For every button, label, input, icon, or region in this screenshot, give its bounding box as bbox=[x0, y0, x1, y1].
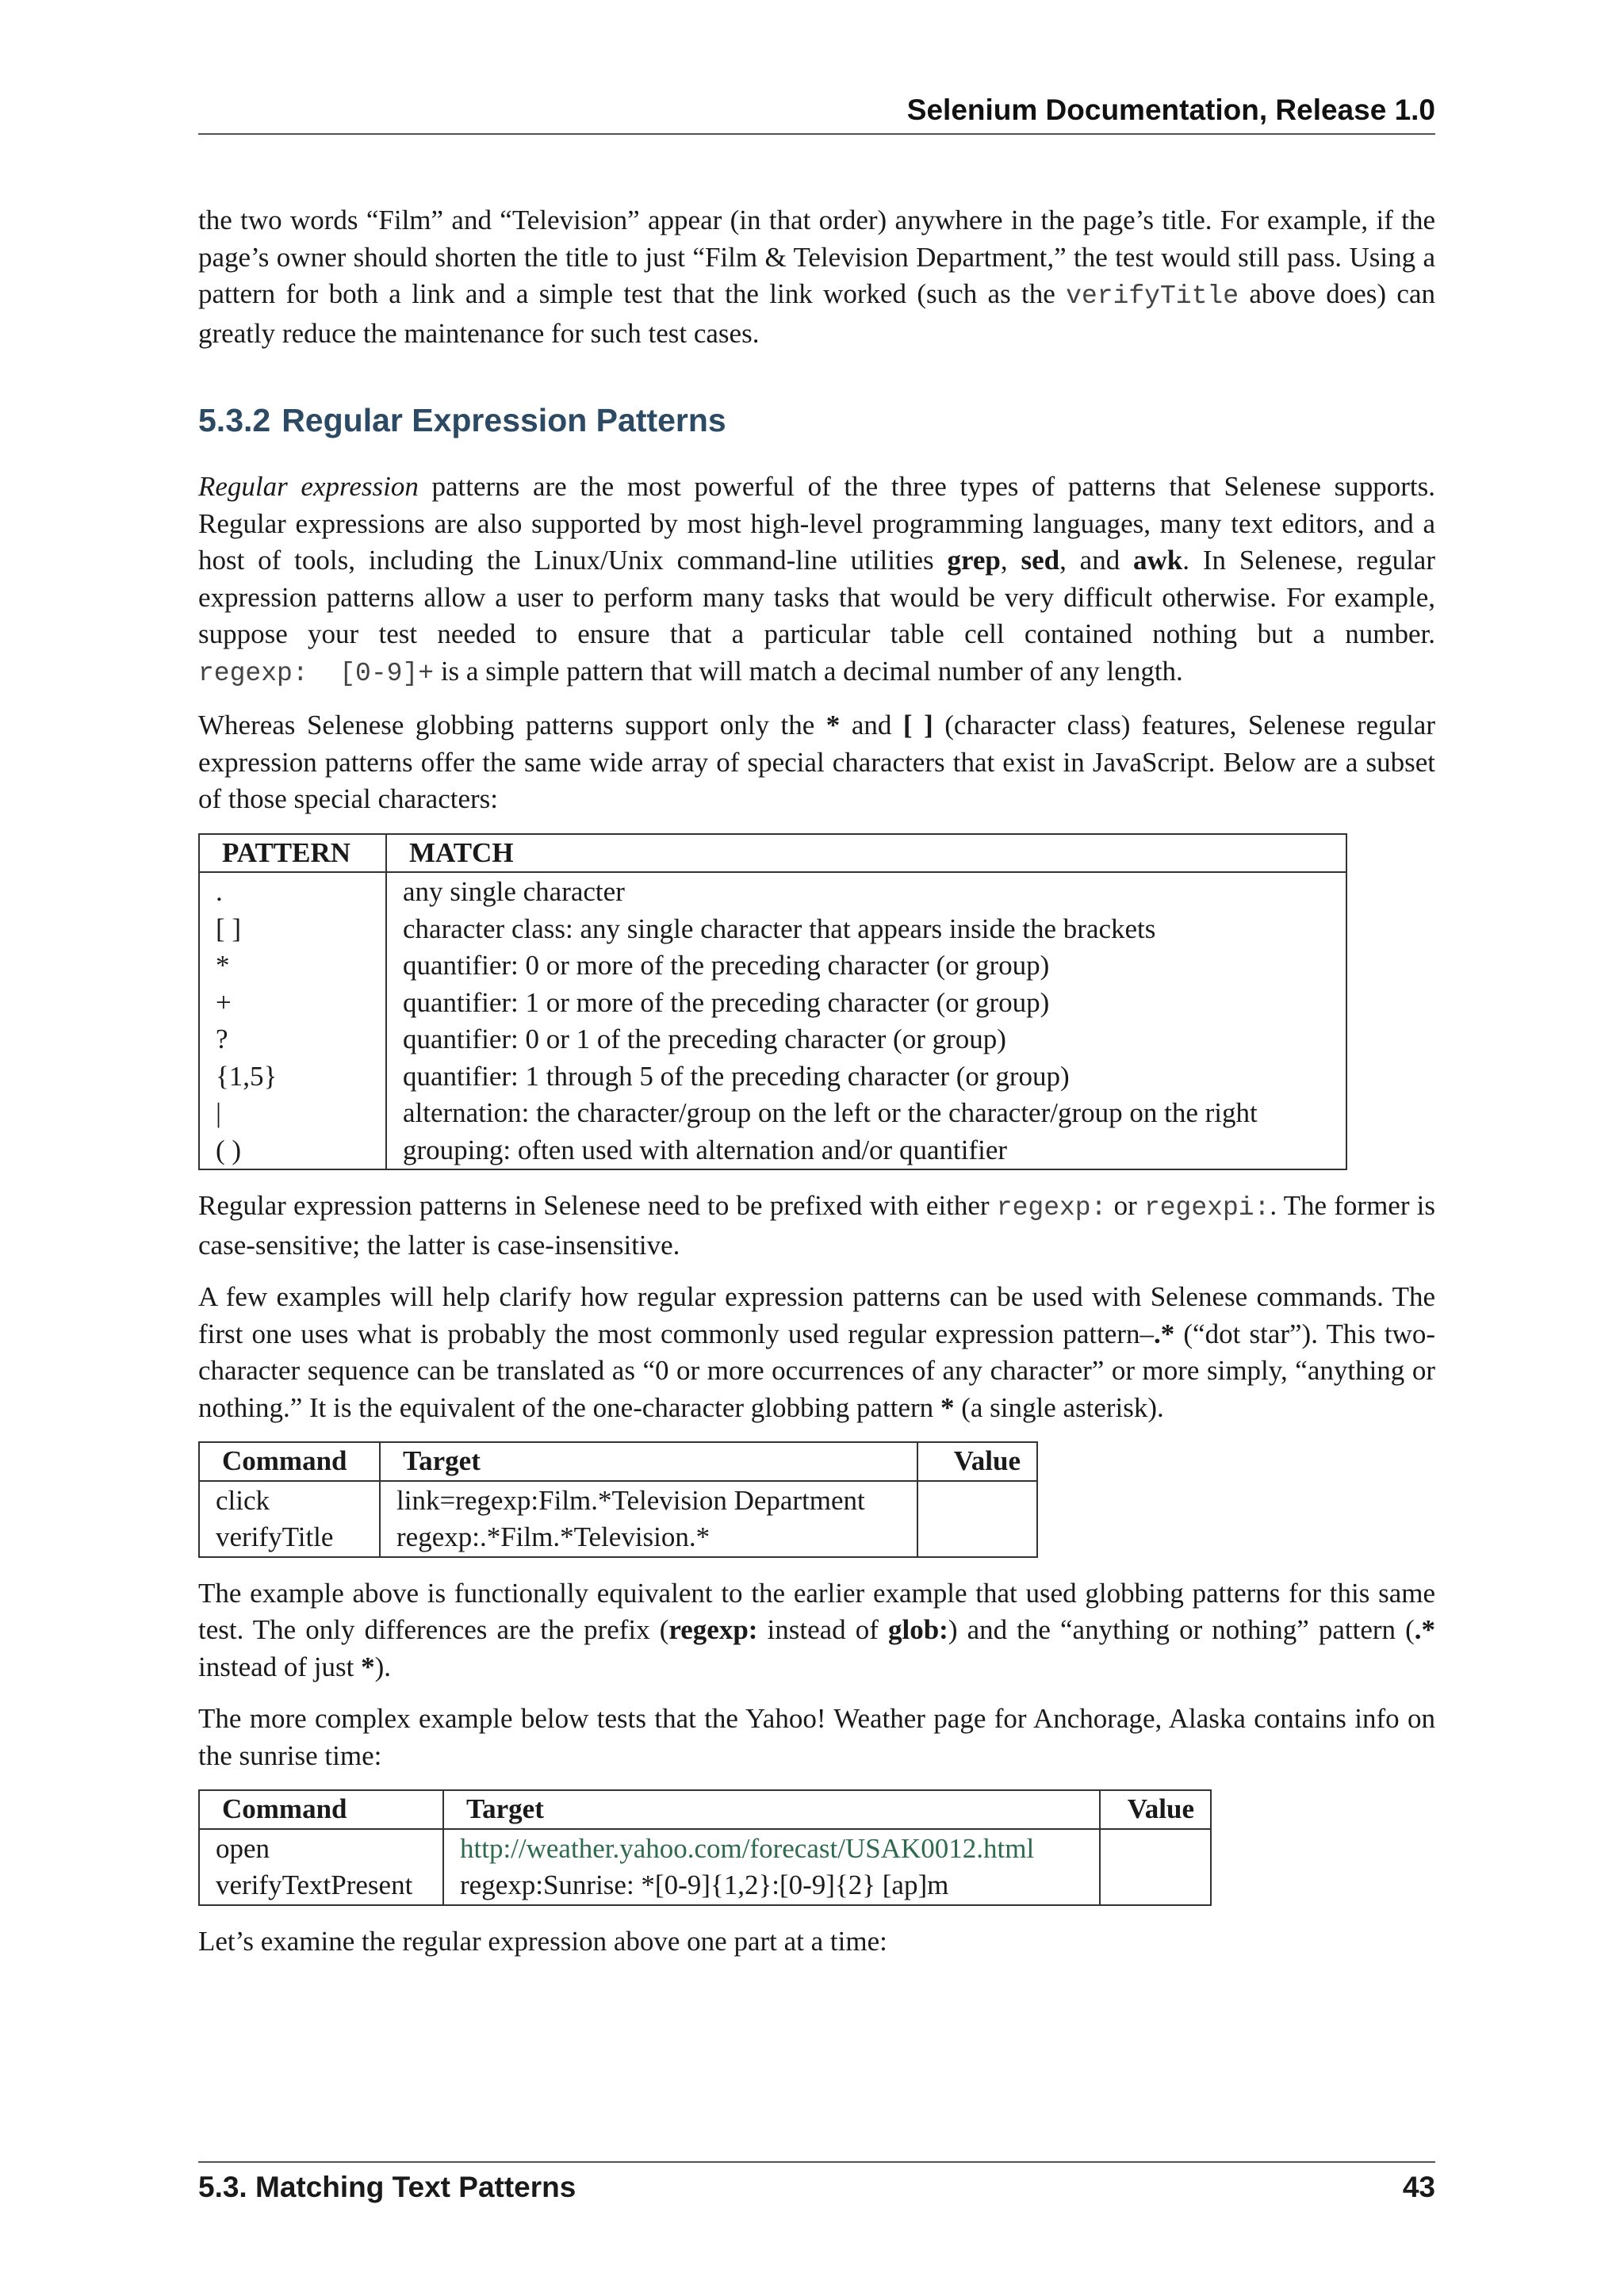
running-footer bbox=[198, 2171, 1435, 2204]
running-header: Selenium Documentation, Release 1.0 bbox=[906, 94, 1435, 126]
table-row: verifyTitle regexp:.*Film.*Television.* bbox=[199, 1519, 1037, 1557]
page-number: 43 bbox=[1402, 2171, 1435, 2203]
examples-paragraph: A few examples will help clarify how regular expression patterns can be used with Selenese commands. The first one uses what is probably the most commonly used regular expression pattern–.* (“dot star”). This two-character sequence can be translated as “0 or more occurrences of any character” or more simply, “anything or nothing.” It is the equivalent of the one-character globbing pattern * (a single asterisk). bbox=[198, 1281, 1436, 1423]
table-row: | alternation: the character/group on the left or the character/group on the right bbox=[199, 1095, 1346, 1132]
footer-rule bbox=[198, 2161, 1435, 2163]
pattern-table bbox=[198, 833, 1347, 1171]
table-row: . any single character bbox=[199, 872, 1346, 911]
table-header-row: Command Target Value bbox=[199, 1790, 1211, 1829]
inline-code: regexp: bbox=[996, 1193, 1107, 1223]
section-number: 5.3.2 bbox=[198, 402, 271, 438]
table-row: ? quantifier: 0 or 1 of the preceding character (or group) bbox=[199, 1021, 1346, 1058]
table-header-row: Command Target Value bbox=[199, 1442, 1037, 1481]
forecast-link[interactable]: http://weather.yahoo.com/forecast/USAK0012.html bbox=[443, 1829, 1100, 1868]
inline-code: regexpi: bbox=[1143, 1193, 1270, 1223]
table-row: {1,5} quantifier: 1 through 5 of the preceding character (or group) bbox=[199, 1058, 1346, 1096]
section-heading bbox=[198, 400, 1435, 440]
special-chars-paragraph: Whereas Selenese globbing patterns support only the * and [ ] (character class) features, Selenese regular expression patterns offer the same wide array of special characters that exist in JavaScript. Below are a subset of those special characters: bbox=[198, 710, 1435, 814]
command-table-2 bbox=[198, 1789, 1212, 1906]
table-row: [ ] character class: any single character that appears inside the brackets bbox=[199, 911, 1346, 948]
examine-paragraph: Let’s examine the regular expression above one part at a time: bbox=[198, 1925, 887, 1957]
prefix-paragraph: Regular expression patterns in Selenese need to be prefixed with either regexp: or regexpi:. The former is case-sensitive; the latter is case-insensitive. bbox=[198, 1190, 1436, 1261]
table-header-row: PATTERN MATCH bbox=[199, 834, 1346, 873]
inline-code: regexp: [0-9]+ bbox=[198, 658, 435, 688]
complex-example-paragraph: The more complex example below tests that the Yahoo! Weather page for Anchorage, Alaska contains info on the sunrise time: bbox=[198, 1703, 1435, 1771]
page-content bbox=[198, 202, 1435, 1975]
table-row: verifyTextPresent regexp:Sunrise: *[0-9]{1,2}:[0-9]{2} [ap]m bbox=[199, 1867, 1211, 1905]
equivalence-paragraph: The example above is functionally equivalent to the earlier example that used globbing patterns for this same test. The only differences are the prefix (regexp: instead of glob:) and the “anything or nothing” pattern (.* instead of just *). bbox=[198, 1577, 1436, 1682]
table-row: open http://weather.yahoo.com/forecast/USAK0012.html bbox=[199, 1829, 1211, 1868]
table-row: click link=regexp:Film.*Television Department bbox=[199, 1481, 1037, 1520]
table-row: * quantifier: 0 or more of the preceding character (or group) bbox=[199, 947, 1346, 985]
command-table-1 bbox=[198, 1441, 1038, 1558]
inline-code: verifyTitle bbox=[1066, 281, 1239, 311]
intro-paragraph: the two words “Film” and “Television” appear (in that order) anywhere in the page’s title. For example, if the page’s owner should shorten the title to just “Film & Television Department,” the test would still pass. Using a pattern for both a link and a simple test that the link worked (such as the verifyTitle above does) can greatly reduce the maintenance for such test cases. bbox=[198, 205, 1435, 349]
table-row: + quantifier: 1 or more of the preceding character (or group) bbox=[199, 985, 1346, 1022]
table-row: ( ) grouping: often used with alternation and/or quantifier bbox=[199, 1132, 1346, 1170]
regex-intro-paragraph: Regular expression patterns are the most powerful of the three types of patterns that Selenese supports. Regular expressions are also supported by most high-level programming languages, many text editors, and a host of tools, including the Linux/Unix command-line utilities grep, sed, and awk. In Selenese, regular expression patterns allow a user to perform many tasks that would be very difficult otherwise. For example, suppose your test needed to ensure that a particular table cell contained nothing but a number. regexp: [0-9]+ is a simple pattern that will match a decimal number of any length. bbox=[198, 471, 1435, 688]
section-title: Regular Expression Patterns bbox=[282, 402, 726, 438]
header-rule bbox=[198, 133, 1435, 135]
footer-section: 5.3. Matching Text Patterns bbox=[198, 2171, 576, 2203]
